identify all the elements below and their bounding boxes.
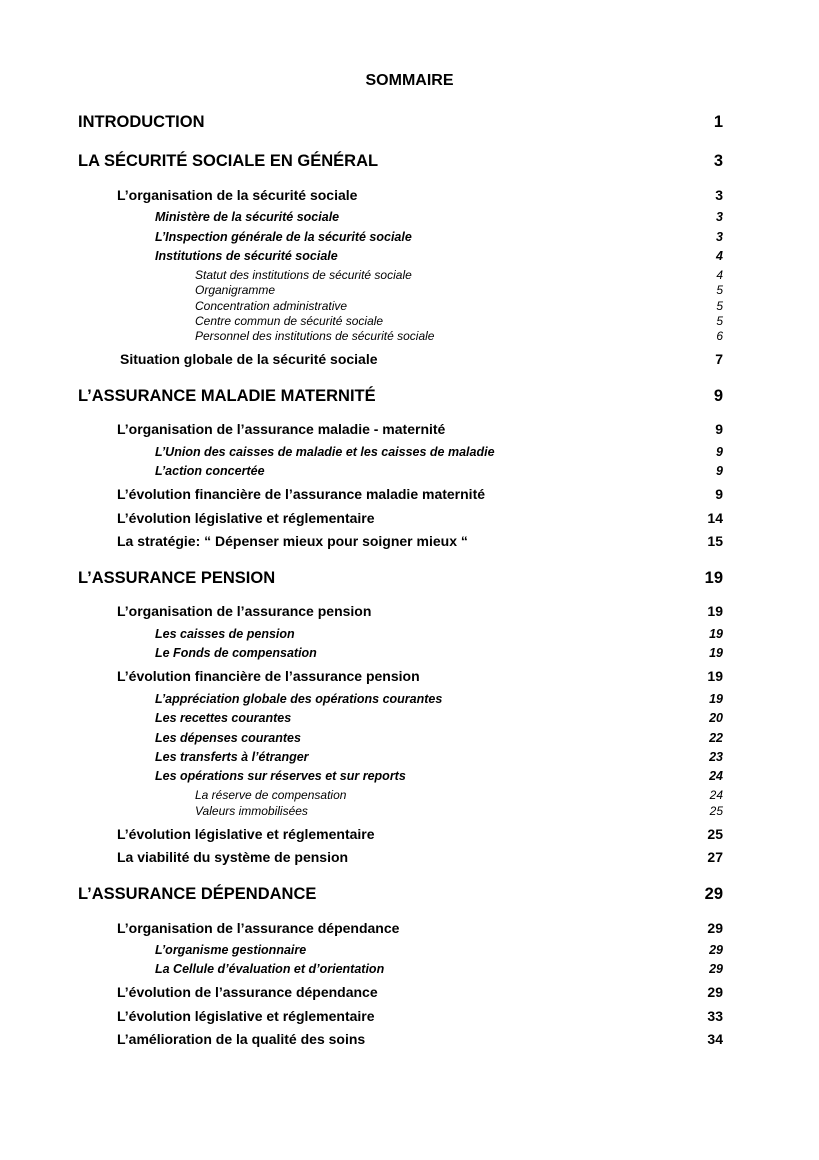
toc-entry-label: L’Union des caisses de maladie et les caisses de maladie [155, 445, 495, 459]
toc-entry-page: 6 [716, 329, 723, 343]
toc-entry[interactable] [117, 920, 723, 936]
toc-entry-label: Concentration administrative [195, 299, 348, 313]
toc-entry-label: La stratégie: “ Dépenser mieux pour soigner mieux “ [117, 533, 468, 549]
toc-entry-page: 29 [709, 962, 723, 976]
toc-entry-label: L’évolution législative et réglementaire [117, 1008, 375, 1024]
toc-entry[interactable] [155, 445, 723, 459]
toc-entry-label: L’Inspection générale de la sécurité sociale [155, 230, 412, 244]
toc-entry-page: 19 [704, 569, 723, 587]
toc-entry[interactable] [195, 299, 723, 313]
toc-entry-page: 5 [716, 299, 723, 313]
toc-entry-page: 19 [707, 668, 723, 684]
toc-entry-page: 19 [709, 646, 723, 660]
toc-entry-label: Le Fonds de compensation [155, 646, 317, 660]
toc-entry-label: L’appréciation globale des opérations courantes [155, 692, 443, 706]
toc-entry-page: 29 [707, 984, 723, 1000]
toc-entry-label: L’organisme gestionnaire [155, 943, 307, 957]
toc-entry-label: Centre commun de sécurité sociale [195, 314, 384, 328]
toc-entry[interactable] [117, 1031, 723, 1047]
toc-entry[interactable] [117, 421, 723, 437]
toc-entry-label: L’évolution de l’assurance dépendance [117, 984, 378, 1000]
toc-entry[interactable] [117, 826, 723, 842]
toc-entry-page: 34 [707, 1031, 723, 1047]
toc-entry-label: L’ASSURANCE DÉPENDANCE [78, 885, 317, 903]
toc-entry[interactable] [155, 943, 723, 957]
toc-entry-label: Ministère de la sécurité sociale [155, 210, 340, 224]
toc-entry-label: L’évolution financière de l’assurance pension [117, 668, 420, 684]
toc-entry-label: L’évolution législative et réglementaire [117, 826, 375, 842]
toc-entry-label: Valeurs immobilisées [195, 804, 308, 818]
toc-entry-label: La viabilité du système de pension [117, 849, 349, 865]
toc-entry-page: 4 [716, 249, 723, 263]
toc-entry[interactable] [155, 464, 723, 478]
toc-entry-introduction[interactable] [78, 113, 723, 132]
toc-entry-label: Les dépenses courantes [155, 731, 301, 745]
toc-section-assurance-maladie[interactable] [78, 387, 723, 406]
toc-entry-label: L’action concertée [155, 464, 265, 478]
toc-entry[interactable] [155, 249, 723, 263]
toc-entry[interactable] [155, 230, 723, 244]
toc-entry[interactable] [120, 351, 723, 367]
toc-entry[interactable] [155, 627, 723, 641]
toc-entry-page: 1 [713, 113, 723, 131]
toc-entry[interactable] [195, 788, 723, 802]
toc-entry[interactable] [195, 329, 723, 343]
toc-entry[interactable] [155, 210, 723, 224]
toc-entry[interactable] [117, 1008, 723, 1024]
toc-entry-label: L’ASSURANCE PENSION [78, 569, 276, 587]
toc-entry[interactable] [117, 187, 723, 203]
toc-entry-page: 4 [716, 268, 723, 282]
toc-entry-page: 20 [709, 711, 723, 725]
toc-entry-label: L’organisation de l’assurance pension [117, 603, 372, 619]
toc-entry-page: 29 [704, 885, 723, 903]
toc-entry[interactable] [155, 692, 723, 706]
toc-entry-page: 3 [716, 210, 723, 224]
toc-entry[interactable] [155, 962, 723, 976]
toc-entry-label: L’organisation de l’assurance dépendance [117, 920, 400, 936]
toc-entry-page: 14 [707, 510, 723, 526]
toc-entry[interactable] [195, 804, 723, 818]
toc-entry-page: 24 [709, 788, 723, 802]
toc-entry[interactable] [195, 314, 723, 328]
toc-entry[interactable] [155, 711, 723, 725]
toc-entry[interactable] [117, 849, 723, 865]
toc-entry-page: 9 [716, 464, 723, 478]
toc-entry-page: 7 [715, 351, 723, 367]
toc-entry-page: 9 [715, 421, 723, 437]
toc-entry[interactable] [117, 486, 723, 502]
toc-entry-page: 9 [716, 445, 723, 459]
toc-entry-label: Les opérations sur réserves et sur reports [155, 769, 406, 783]
toc-entry-label: Les transferts à l’étranger [155, 750, 309, 764]
toc-entry-page: 33 [707, 1008, 723, 1024]
toc-entry[interactable] [117, 668, 723, 684]
toc-entry-page: 3 [713, 152, 723, 170]
toc-entry-label: L’évolution financière de l’assurance maladie maternité [117, 486, 486, 502]
toc-entry-label: L’organisation de la sécurité sociale [117, 187, 358, 203]
toc-entry-page: 29 [707, 920, 723, 936]
toc-entry-label: L’amélioration de la qualité des soins [117, 1031, 366, 1047]
toc-entry[interactable] [155, 769, 723, 783]
toc-entry-page: 15 [707, 533, 723, 549]
toc-entry-page: 3 [716, 230, 723, 244]
toc-entry-label: Situation globale de la sécurité sociale [120, 351, 378, 367]
toc-entry-page: 25 [707, 826, 723, 842]
toc-entry-label: Les caisses de pension [155, 627, 295, 641]
toc-entry-page: 23 [709, 750, 723, 764]
toc-entry[interactable] [117, 603, 723, 619]
toc-entry-page: 22 [709, 731, 723, 745]
toc-entry-page: 25 [709, 804, 723, 818]
toc-entry-page: 29 [709, 943, 723, 957]
toc-entry[interactable] [117, 533, 723, 549]
toc-entry[interactable] [155, 750, 723, 764]
toc-entry-label: L’ASSURANCE MALADIE MATERNITÉ [78, 387, 376, 405]
toc-entry-label: LA SÉCURITÉ SOCIALE EN GÉNÉRAL [78, 152, 379, 170]
toc-entry[interactable] [155, 731, 723, 745]
toc-entry[interactable] [117, 984, 723, 1000]
toc-entry-label: Les recettes courantes [155, 711, 292, 725]
toc-section-assurance-pension[interactable] [78, 569, 723, 588]
toc-section-securite-sociale[interactable] [78, 152, 723, 171]
toc-entry-page: 5 [716, 283, 723, 297]
toc-entry[interactable] [195, 268, 723, 282]
toc-entry[interactable] [155, 646, 723, 660]
toc-entry-label: Statut des institutions de sécurité sociale [195, 268, 412, 282]
toc-entry-label: Organigramme [195, 283, 276, 297]
toc-entry-page: 5 [716, 314, 723, 328]
toc-entry-page: 19 [709, 692, 723, 706]
page-title: SOMMAIRE [365, 72, 454, 89]
toc-entry-label: La réserve de compensation [195, 788, 347, 802]
toc-entry-label: L’organisation de l’assurance maladie - maternité [117, 421, 446, 437]
toc-entry-page: 19 [707, 603, 723, 619]
toc-entry[interactable] [117, 510, 723, 526]
toc-entry[interactable] [195, 283, 723, 297]
toc-entry-label: Institutions de sécurité sociale [155, 249, 338, 263]
toc-section-assurance-dependance[interactable] [78, 885, 723, 904]
toc-entry-page: 24 [709, 769, 723, 783]
toc-entry-label: L’évolution législative et réglementaire [117, 510, 375, 526]
toc-entry-label: La Cellule d’évaluation et d’orientation [155, 962, 385, 976]
toc-entry-page: 3 [715, 187, 723, 203]
toc-entry-page: 9 [713, 387, 723, 405]
toc-entry-page: 9 [715, 486, 723, 502]
toc-entry-page: 27 [707, 849, 723, 865]
toc-entry-label: Personnel des institutions de sécurité sociale [195, 329, 435, 343]
toc-entry-label: INTRODUCTION [78, 113, 205, 131]
toc-entry-page: 19 [709, 627, 723, 641]
